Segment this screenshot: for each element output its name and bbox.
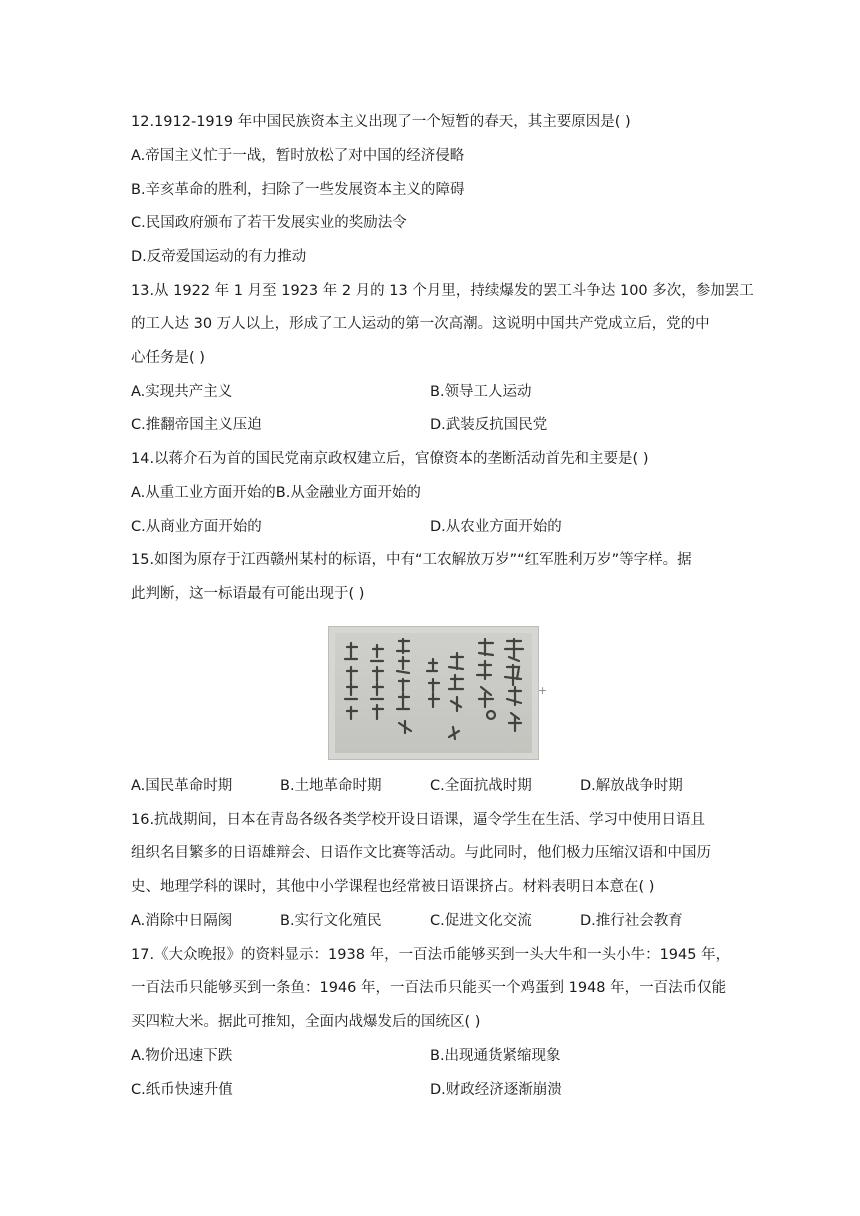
- q17-stem-line: 17.《大众晚报》的资料显示：1938 年，一百法币能够买到一头大牛和一头小牛：1945 年，: [131, 947, 731, 963]
- q16-stem-line: 组织名目繁多的日语雄辩会、日语作文比赛等活动。与此同时，他们极力压缩汉语和中国历: [131, 845, 711, 861]
- q13-stem-line: 的工人达 30 万人以上，形成了工人运动的第一次高潮。这说明中国共产党成立后，党的中: [131, 316, 710, 332]
- q14-option-ab: A.从重工业方面开始的B.从金融业方面开始的: [131, 485, 421, 501]
- q12-option-b: B.辛亥革命的胜利，扫除了一些发展资本主义的障碍: [131, 182, 465, 198]
- q15-stem-line: 此判断，这一标语最有可能出现于( ): [131, 586, 365, 602]
- cursor-icon: +: [538, 684, 548, 697]
- q16-option-b: B.实行文化殖民: [280, 913, 382, 929]
- q15-option-a: A.国民革命时期: [131, 778, 233, 794]
- slogan-handwriting-image: [329, 627, 538, 759]
- q16-stem-line: 史、地理学科的课时，其他中小学课程也经常被日语课挤占。材料表明日本意在( ): [131, 879, 655, 895]
- q13-option-c: C.推翻帝国主义压迫: [131, 417, 262, 433]
- q13-stem-line: 心任务是( ): [131, 350, 205, 366]
- q12-option-c: C.民国政府颁布了若干发展实业的奖励法令: [131, 215, 407, 231]
- q16-option-c: C.促进文化交流: [430, 913, 532, 929]
- q17-option-c: C.纸币快速升值: [131, 1082, 233, 1098]
- q14-option-d: D.从农业方面开始的: [430, 519, 562, 535]
- q15-option-d: D.解放战争时期: [580, 778, 683, 794]
- q15-option-b: B.土地革命时期: [280, 778, 382, 794]
- q17-option-a: A.物价迅速下跌: [131, 1048, 233, 1064]
- q17-option-b: B.出现通货紧缩现象: [430, 1048, 561, 1064]
- q17-option-d: D.财政经济逐渐崩溃: [430, 1082, 562, 1098]
- q16-option-d: D.推行社会教育: [580, 913, 683, 929]
- q17-stem-line: 买四粒大米。据此可推知，全面内战爆发后的国统区( ): [131, 1014, 481, 1030]
- q16-stem-line: 16.抗战期间，日本在青岛各级各类学校开设日语课，逼令学生在生活、学习中使用日语且: [131, 812, 706, 828]
- q13-option-a: A.实现共产主义: [131, 384, 233, 400]
- q12-option-a: A.帝国主义忙于一战，暂时放松了对中国的经济侵略: [131, 148, 465, 164]
- q13-option-b: B.领导工人运动: [430, 384, 532, 400]
- q13-stem-line: 13.从 1922 年 1 月至 1923 年 2 月的 13 个月里，持续爆发的罢工斗争达 100 多次，参加罢工: [131, 283, 754, 299]
- q14-option-c: C.从商业方面开始的: [131, 519, 262, 535]
- q14-stem: 14.以蒋介石为首的国民党南京政权建立后，官僚资本的垄断活动首先和主要是( ): [131, 451, 649, 467]
- q16-option-a: A.消除中日隔阂: [131, 913, 233, 929]
- q12-option-d: D.反帝爱国运动的有力推动: [131, 249, 307, 265]
- q17-stem-line: 一百法币只能够买到一条鱼：1946 年，一百法币只能买一个鸡蛋到 1948 年，一百法币仅能: [131, 980, 727, 996]
- slogan-photo: [328, 626, 539, 760]
- q15-option-c: C.全面抗战时期: [430, 778, 532, 794]
- q12-stem: 12.1912-1919 年中国民族资本主义出现了一个短暂的春天，其主要原因是( ): [131, 114, 631, 130]
- q13-option-d: D.武装反抗国民党: [430, 417, 548, 433]
- q15-stem-line: 15.如图为原存于江西赣州某村的标语，中有“工农解放万岁”“红军胜利万岁”等字样。据: [131, 552, 692, 568]
